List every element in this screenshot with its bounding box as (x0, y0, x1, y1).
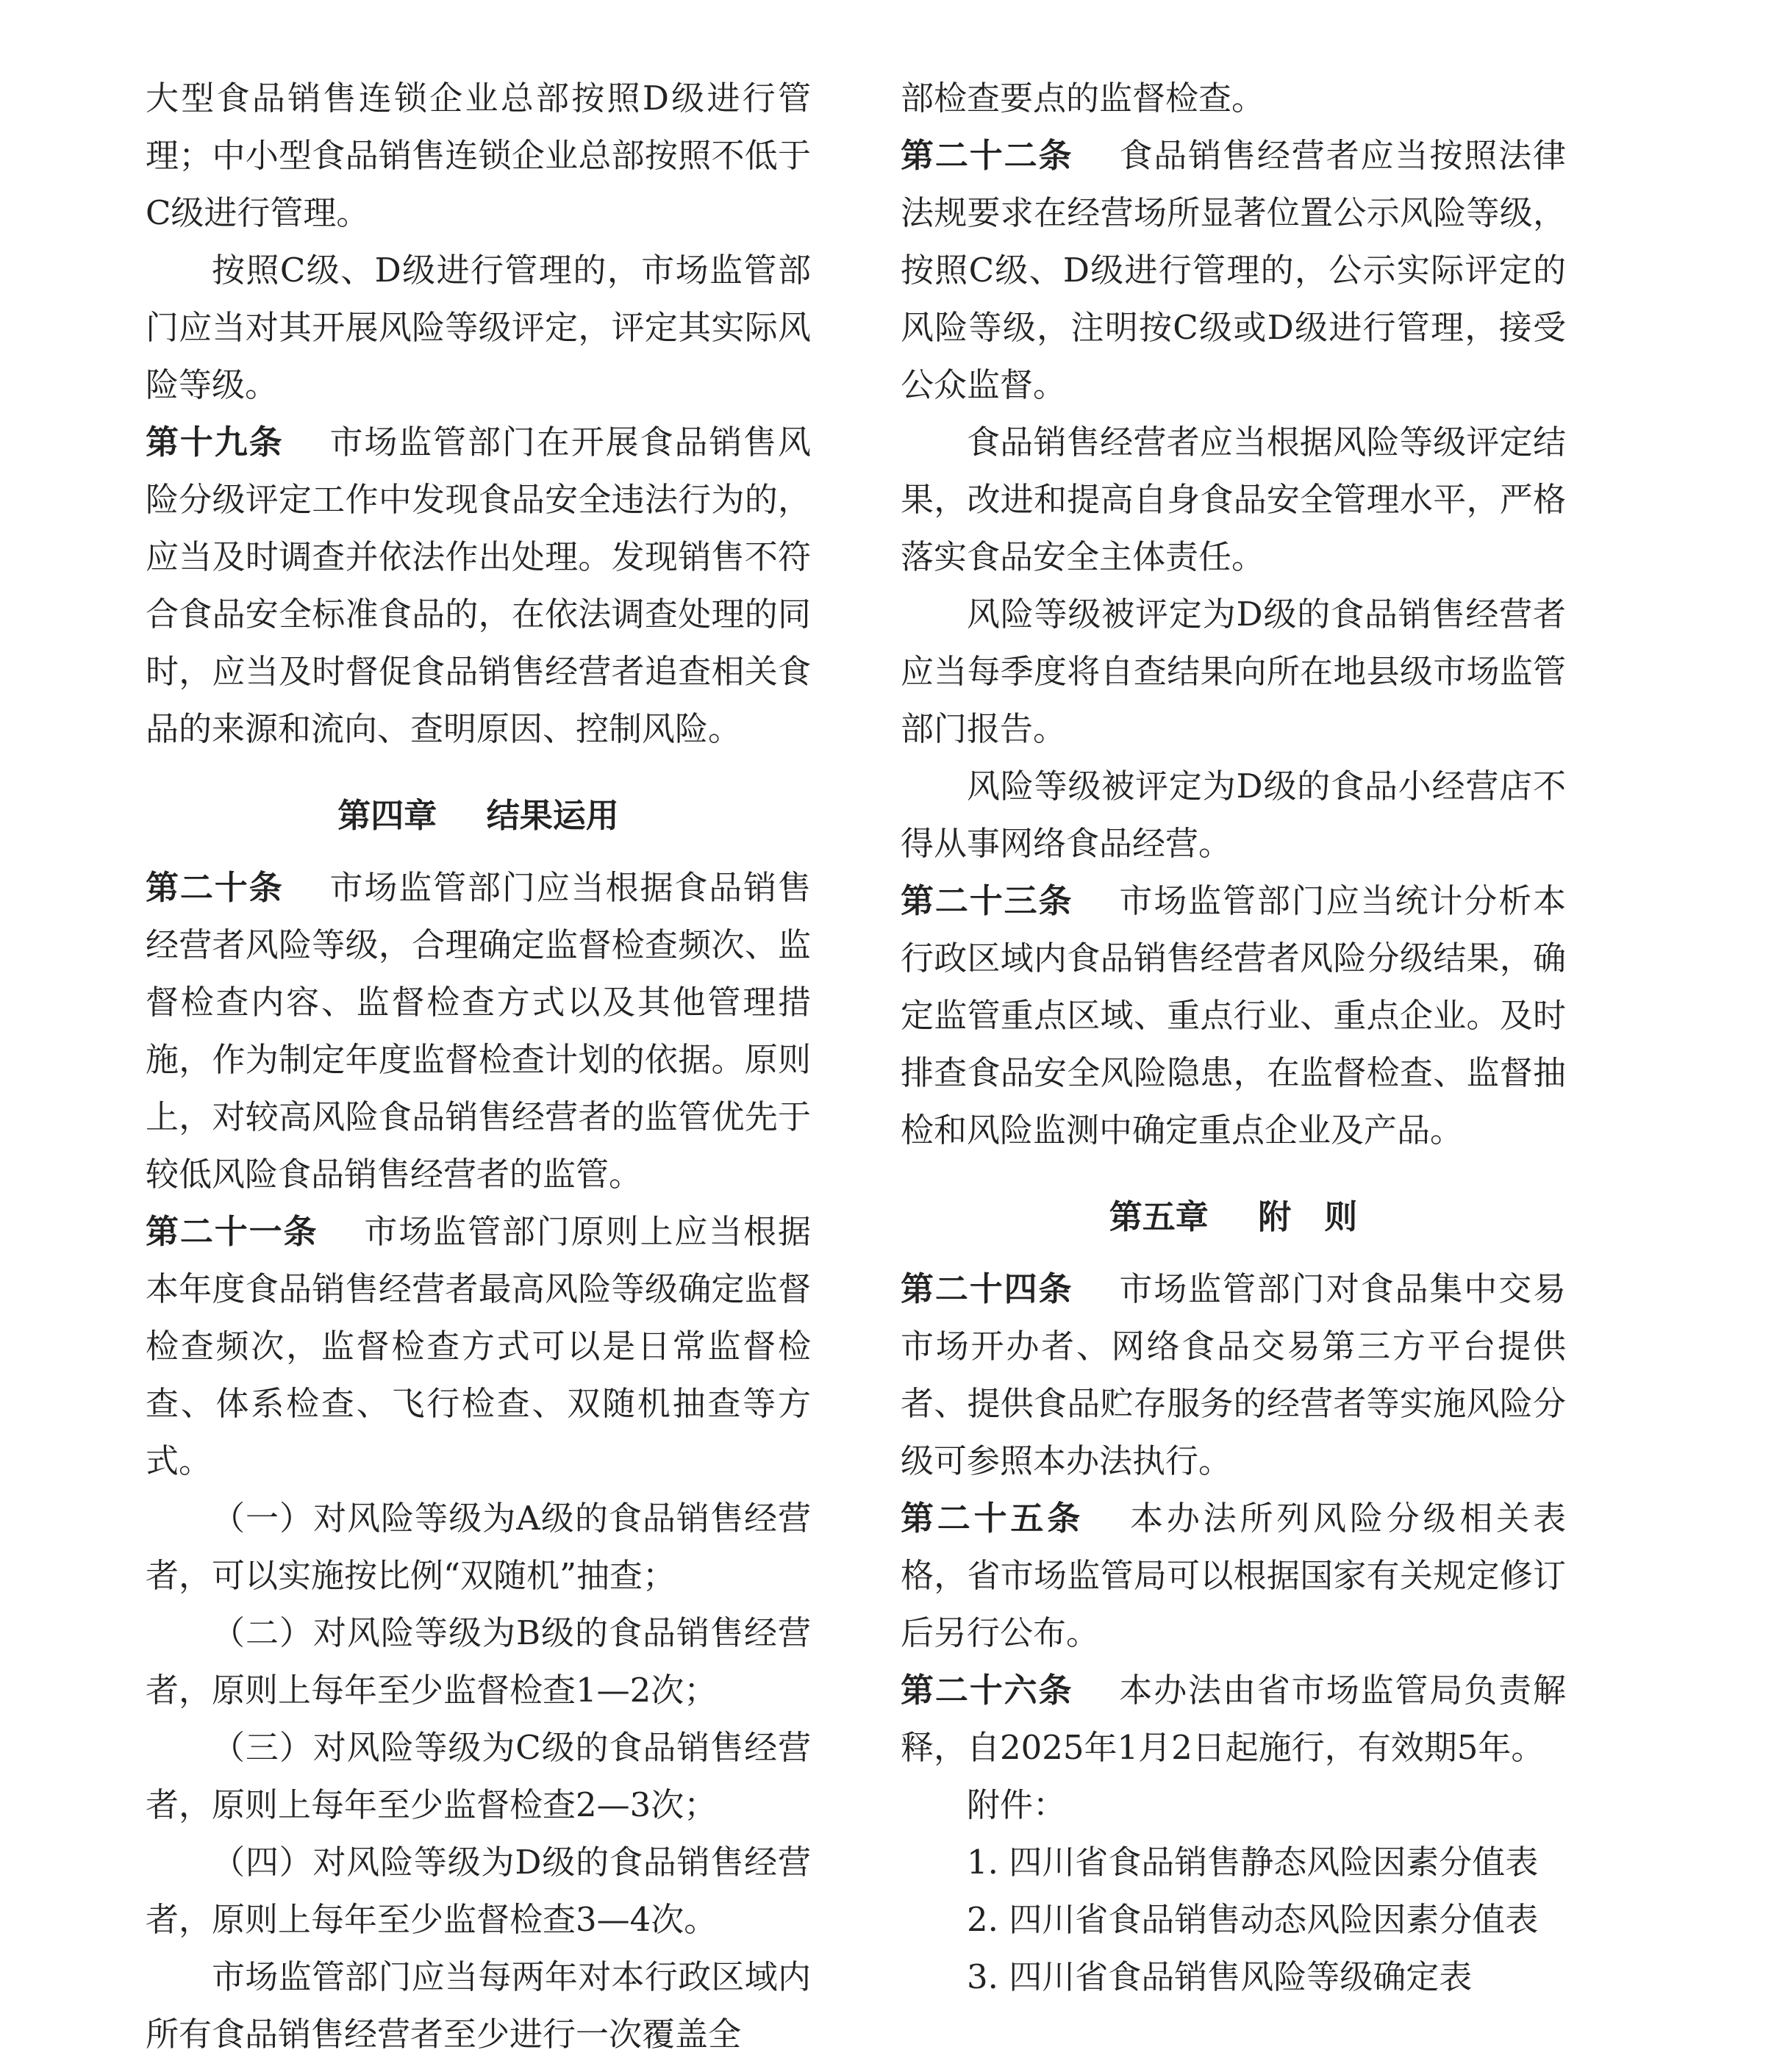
chapter-5-heading (901, 1189, 1566, 1246)
article-22-body: 食品销售经营者应当按照法律法规要求在经营场所显著位置公示风险等级，按照C级、D级进行管理的，公示实际评定的风险等级，注明按C级或D级进行管理，接受公众监督。 (901, 136, 1566, 404)
list-item-3: （三）对风险等级为C级的食品销售经营者，原则上每年至少监督检查2—3次； (146, 1728, 811, 1824)
list-item-2: （二）对风险等级为B级的食品销售经营者，原则上每年至少监督检查1—2次； (146, 1613, 811, 1710)
paragraph-grade-assessment: 按照C级、D级进行管理的，市场监管部门应当对其开展风险等级评定，评定其实际风险等级。 (146, 251, 811, 404)
attachment-item-1: 1. 四川省食品销售静态风险因素分值表 (967, 1843, 1539, 1882)
list-item-4: （四）对风险等级为D级的食品销售经营者，原则上每年至少监督检查3—4次。 (146, 1843, 811, 1939)
article-20 (146, 859, 811, 1203)
article-23-heading: 第二十三条 (901, 881, 1073, 920)
article-22-heading: 第二十二条 (901, 136, 1073, 175)
article-26-body: 本办法由省市场监管局负责解释，自2025年1月2日起施行，有效期5年。 (901, 1671, 1566, 1767)
attachment-label: 附件： (967, 1785, 1067, 1824)
chapter-4-heading (146, 787, 811, 845)
article-21-body: 市场监管部门原则上应当根据本年度食品销售经营者最高风险等级确定监督检查频次，监督检查方式可以是日常监督检查、体系检查、飞行检查、双随机抽查等方式。 (146, 1212, 811, 1480)
paragraph-improve-management: 食品销售经营者应当根据风险等级评定结果，改进和提高自身食品安全管理水平，严格落实食品安全主体责任。 (901, 423, 1566, 576)
list-item-1: （一）对风险等级为A级的食品销售经营者，可以实施按比例“双随机”抽查； (146, 1499, 811, 1595)
article-21-heading: 第二十一条 (146, 1212, 318, 1251)
chapter-5-number: 第五章 (1109, 1197, 1209, 1236)
chapter-4-title: 结果运用 (486, 796, 619, 835)
article-25-heading: 第二十五条 (901, 1499, 1084, 1538)
article-23-body: 市场监管部门应当统计分析本行政区域内食品销售经营者风险分级结果，确定监管重点区域、重点行业、重点企业。及时排查食品安全风险隐患，在监督检查、监督抽检和风险监测中确定重点企业及产品。 (901, 881, 1566, 1150)
article-19-body: 市场监管部门在开展食品销售风险分级评定工作中发现食品安全违法行为的，应当及时调查并依法作出处理。发现销售不符合食品安全标准食品的，在依法调查处理的同时，应当及时督促食品销售经营者追查相关食品的来源和流向、查明原因、控制风险。 (146, 423, 811, 748)
attachment-item-2: 2. 四川省食品销售动态风险因素分值表 (967, 1900, 1539, 1939)
paragraph-quarterly-report: 风险等级被评定为D级的食品销售经营者应当每季度将自查结果向所在地县级市场监管部门报告。 (901, 595, 1566, 748)
article-20-body: 市场监管部门应当根据食品销售经营者风险等级，合理确定监督检查频次、监督检查内容、监督检查方式以及其他管理措施，作为制定年度监督检查计划的依据。原则上，对较高风险食品销售经营者的监管优先于较低风险食品销售经营者的监管。 (146, 868, 811, 1194)
article-22 (901, 127, 1566, 414)
article-19 (146, 414, 811, 758)
article-26-heading: 第二十六条 (901, 1671, 1073, 1710)
article-23 (901, 872, 1566, 1159)
article-24-body: 市场监管部门对食品集中交易市场开办者、网络食品交易第三方平台提供者、提供食品贮存服务的经营者等实施风险分级可参照本办法执行。 (901, 1269, 1566, 1480)
article-25-body: 本办法所列风险分级相关表格，省市场监管局可以根据国家有关规定修订后另行公布。 (901, 1499, 1566, 1652)
paragraph-continued-right: 部检查要点的监督检查。 (901, 79, 1265, 118)
left-column (146, 70, 811, 2063)
right-column (901, 70, 1566, 2006)
article-19-heading: 第十九条 (146, 423, 284, 462)
article-24-heading: 第二十四条 (901, 1269, 1073, 1308)
paragraph-biennial-inspection: 市场监管部门应当每两年对本行政区域内所有食品销售经营者至少进行一次覆盖全 (146, 1957, 811, 2054)
article-20-heading: 第二十条 (146, 868, 284, 907)
article-25 (901, 1490, 1566, 1662)
paragraph-continued: 大型食品销售连锁企业总部按照D级进行管理；中小型食品销售连锁企业总部按照不低于C级进行管理。 (146, 79, 811, 232)
attachment-item-3: 3. 四川省食品销售风险等级确定表 (967, 1957, 1473, 1996)
paragraph-online-ban: 风险等级被评定为D级的食品小经营店不得从事网络食品经营。 (901, 767, 1566, 863)
article-24 (901, 1261, 1566, 1490)
article-26 (901, 1662, 1566, 1777)
article-21 (146, 1203, 811, 1490)
chapter-5-title: 附 则 (1258, 1197, 1358, 1236)
chapter-4-number: 第四章 (337, 796, 437, 835)
